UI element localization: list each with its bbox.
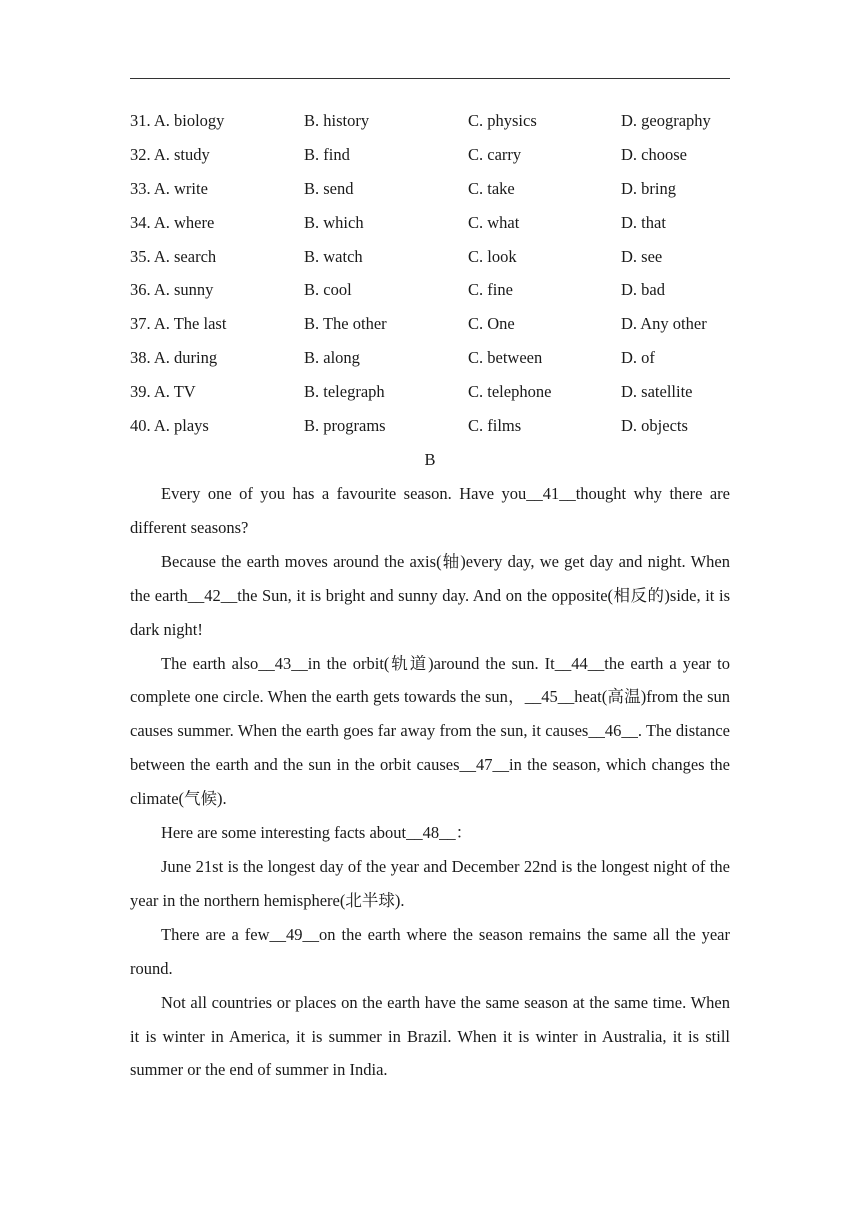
option-a: 38. A. during (130, 348, 218, 368)
question-row-31 (130, 104, 730, 138)
option-b: B. history (304, 111, 370, 130)
header-rule (130, 78, 730, 79)
option-c: C. what (468, 212, 520, 232)
option-d: D. see (621, 246, 663, 266)
option-d: D. bad (621, 280, 665, 300)
option-a: 37. A. The last (130, 314, 227, 334)
reading-passage (130, 477, 730, 1087)
option-d: D. satellite (621, 382, 693, 402)
option-c: C. One (468, 314, 515, 334)
option-b: B. The other (304, 314, 387, 334)
paragraph: The earth also__43__in the orbit(轨道)around the sun. It__44__the earth a year to complete one circle. When the earth gets towards the sun，__45__heat(高温)from the sun causes summer. When the earth goes far away from the sun, it causes__46__. The distance between the earth and the sun in the orbit causes__47__in the season, which changes the climate(气候). (130, 653, 730, 809)
paragraph: June 21st is the longest day of the year and December 22nd is the longest night of the year in the northern hemisphere(北半球). (130, 856, 730, 910)
question-row-40 (130, 409, 730, 443)
answer-options (130, 104, 730, 443)
option-c: C. fine (468, 280, 513, 300)
question-row-37 (130, 307, 730, 341)
option-c: C. look (468, 246, 517, 266)
option-d: D. objects (621, 416, 688, 436)
paragraph: Every one of you has a favourite season. Have you__41__thought why there are different seasons? (130, 484, 730, 537)
option-d: D. geography (621, 111, 711, 130)
option-d: D. Any other (621, 314, 707, 334)
option-a: 34. A. where (130, 212, 215, 232)
question-row-39 (130, 375, 730, 409)
option-a: 32. A. study (130, 144, 210, 164)
question-row-38 (130, 341, 730, 375)
option-b: B. which (304, 212, 364, 232)
paragraph: Because the earth moves around the axis(轴)every day, we get day and night. When the earth__42__the Sun, it is bright and sunny day. And on the opposite(相反的)side, it is dark night! (130, 551, 730, 639)
option-b: B. programs (304, 416, 386, 436)
paragraph: Not all countries or places on the earth have the same season at the same time. When it is winter in America, it is summer in Brazil. When it is winter in Australia, it is still summer or the end of summer in India. (130, 992, 730, 1080)
option-a: 31. A. biology (130, 111, 225, 130)
question-row-33 (130, 172, 730, 206)
option-c: C. between (468, 348, 543, 368)
option-a: 39. A. TV (130, 382, 196, 402)
paragraph: There are a few__49__on the earth where the season remains the same all the year round. (130, 924, 730, 978)
option-b: B. watch (304, 246, 363, 266)
question-row-35 (130, 240, 730, 274)
section-heading: B (424, 450, 436, 469)
option-b: B. send (304, 178, 354, 198)
option-d: D. that (621, 212, 666, 232)
option-c: C. physics (468, 111, 537, 130)
option-b: B. find (304, 144, 350, 164)
option-d: D. bring (621, 178, 676, 198)
question-row-34 (130, 206, 730, 240)
option-c: C. take (468, 178, 515, 198)
option-c: C. telephone (468, 382, 552, 402)
option-a: 33. A. write (130, 178, 208, 198)
option-d: D. choose (621, 144, 687, 164)
option-b: B. along (304, 348, 360, 368)
question-row-36 (130, 273, 730, 307)
option-c: C. films (468, 416, 522, 436)
option-b: B. cool (304, 280, 352, 300)
option-c: C. carry (468, 144, 522, 164)
option-d: D. of (621, 348, 655, 368)
option-b: B. telegraph (304, 382, 385, 402)
option-a: 40. A. plays (130, 416, 209, 436)
option-a: 35. A. search (130, 246, 217, 266)
question-row-32 (130, 138, 730, 172)
paragraph: Here are some interesting facts about__48__： (161, 823, 473, 843)
option-a: 36. A. sunny (130, 280, 214, 300)
